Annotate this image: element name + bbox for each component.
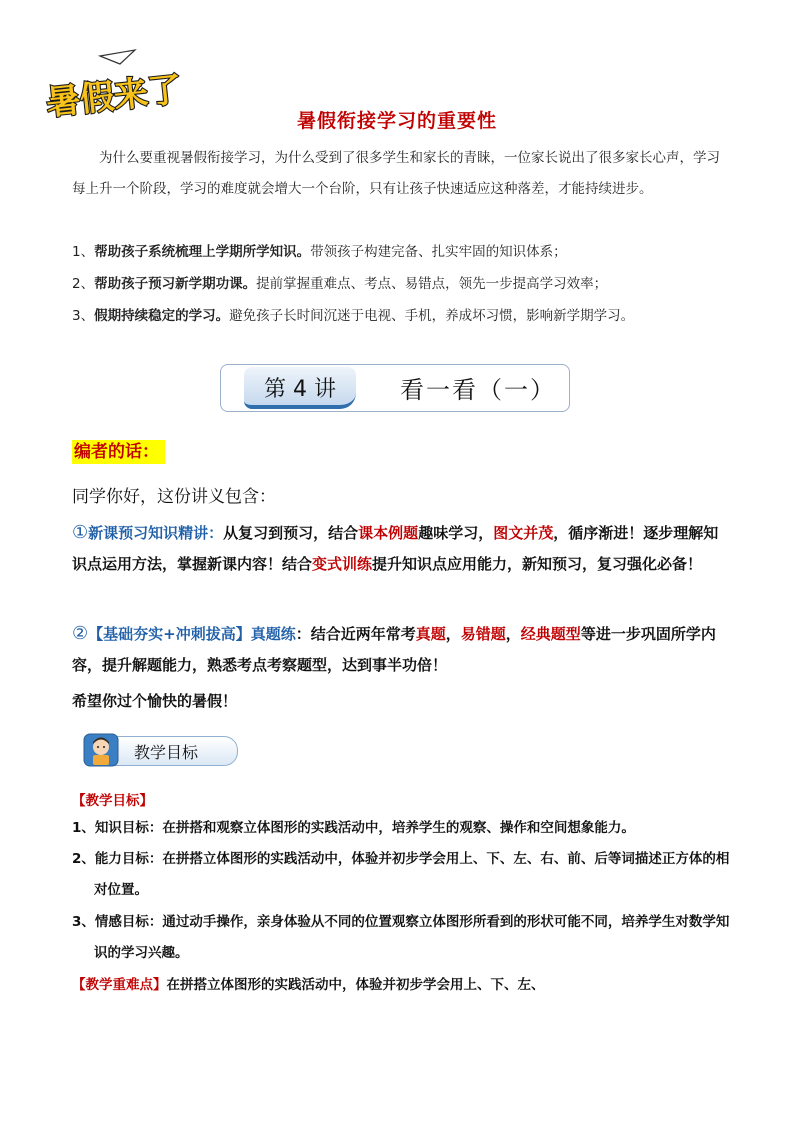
point-bold: 帮助孩子系统梳理上学期所学知识。	[94, 244, 311, 260]
point-text: 带领孩子构建完备、扎实牢固的知识体系；	[310, 244, 567, 260]
greeting: 同学你好，这份讲义包含：	[72, 487, 276, 507]
teacher-avatar-icon	[80, 732, 122, 768]
goal-text: 情感目标：通过动手操作，亲身体验从不同的位置观察立体图形所看到的形状可能不同，培养学生对数学知识的学习兴趣。	[94, 914, 730, 961]
logo-text: 暑假来了	[44, 69, 184, 124]
circle-number: ②	[72, 623, 89, 644]
lecture-name: 看一看（一）	[400, 376, 556, 404]
point-number: 2、	[72, 276, 95, 292]
lecture-number: 第 4 讲	[264, 377, 336, 402]
item-highlight: 真题	[415, 625, 446, 643]
key-label: 【教学重难点】	[72, 977, 167, 993]
item-highlight: 变式训练	[312, 555, 373, 573]
goal-2	[72, 844, 732, 906]
editor-item-1	[72, 517, 732, 580]
lecture-banner	[220, 364, 570, 412]
point-2	[72, 272, 732, 292]
goal-1	[72, 813, 732, 844]
goal-number: 2、	[72, 851, 95, 867]
goal-text: 能力目标：在拼搭立体图形的实践活动中，体验并初步学会用上、下、左、右、前、后等词描述正方体的相对位置。	[94, 851, 730, 898]
item-text: ：结合近两年常考	[295, 625, 416, 643]
point-text: 提前掌握重难点、考点、易错点，领先一步提高学习效率；	[256, 276, 608, 292]
item-text: 提升知识点应用能力，新知预习，复习强化必备！	[372, 555, 703, 573]
goal-number: 3、	[72, 914, 95, 930]
item-label: 【基础夯实+冲刺拔高】真题练	[88, 625, 296, 643]
point-bold: 帮助孩子预习新学期功课。	[94, 276, 257, 292]
item-text: ，循序渐进！逐步理解知识点运用方法，掌握新课内容！结合	[72, 524, 719, 573]
item-highlight: 课本例题	[358, 524, 419, 542]
circle-number: ①	[72, 522, 89, 543]
item-label: 新课预习知识精讲：	[88, 524, 224, 542]
key-difficulty	[72, 970, 732, 1001]
intro-paragraph: 为什么要重视暑假衔接学习，为什么受到了很多学生和家长的青睐，一位家长说出了很多家长心声，学习每上升一个阶段，学习的难度就会增大一个台阶，只有让孩子快速适应这种落差，才能持续进步。	[72, 150, 720, 197]
point-number: 3、	[72, 308, 95, 324]
item-text: 等进一步巩固所学内容，提升解题能力，熟悉考点考察题型，达到事半功倍！	[72, 625, 716, 674]
item-text: 从复习到预习，结合	[223, 524, 359, 542]
item-text: 趣味学习，	[418, 524, 494, 542]
item-highlight: 图文并茂	[493, 524, 554, 542]
item-text: ，	[505, 625, 521, 643]
item-text: ，	[445, 625, 461, 643]
goal-number: 1、	[72, 820, 95, 836]
editor-item-2	[72, 618, 732, 681]
closing-line: 希望你过个愉快的暑假！	[72, 692, 238, 710]
editor-heading: 编者的话：	[72, 440, 165, 464]
teaching-target-subheading: 【教学目标】	[72, 793, 153, 809]
point-3	[72, 304, 732, 324]
point-1	[72, 240, 732, 260]
item-highlight: 经典题型	[520, 625, 581, 643]
goal-text: 知识目标：在拼搭和观察立体图形的实践活动中，培养学生的观察、操作和空间想象能力。	[94, 820, 635, 836]
point-text: 避免孩子长时间沉迷于电视、手机，养成坏习惯，影响新学期学习。	[229, 308, 635, 324]
point-number: 1、	[72, 244, 95, 260]
teaching-target-badge	[76, 732, 238, 768]
item-highlight: 易错题	[460, 625, 506, 643]
key-text: 在拼搭立体图形的实践活动中，体验并初步学会用上、下、左、	[166, 977, 545, 993]
badge-label: 教学目标	[134, 743, 199, 762]
point-bold: 假期持续稳定的学习。	[94, 308, 230, 324]
goal-3	[72, 907, 732, 969]
page-title: 暑假衔接学习的重要性	[296, 110, 497, 132]
